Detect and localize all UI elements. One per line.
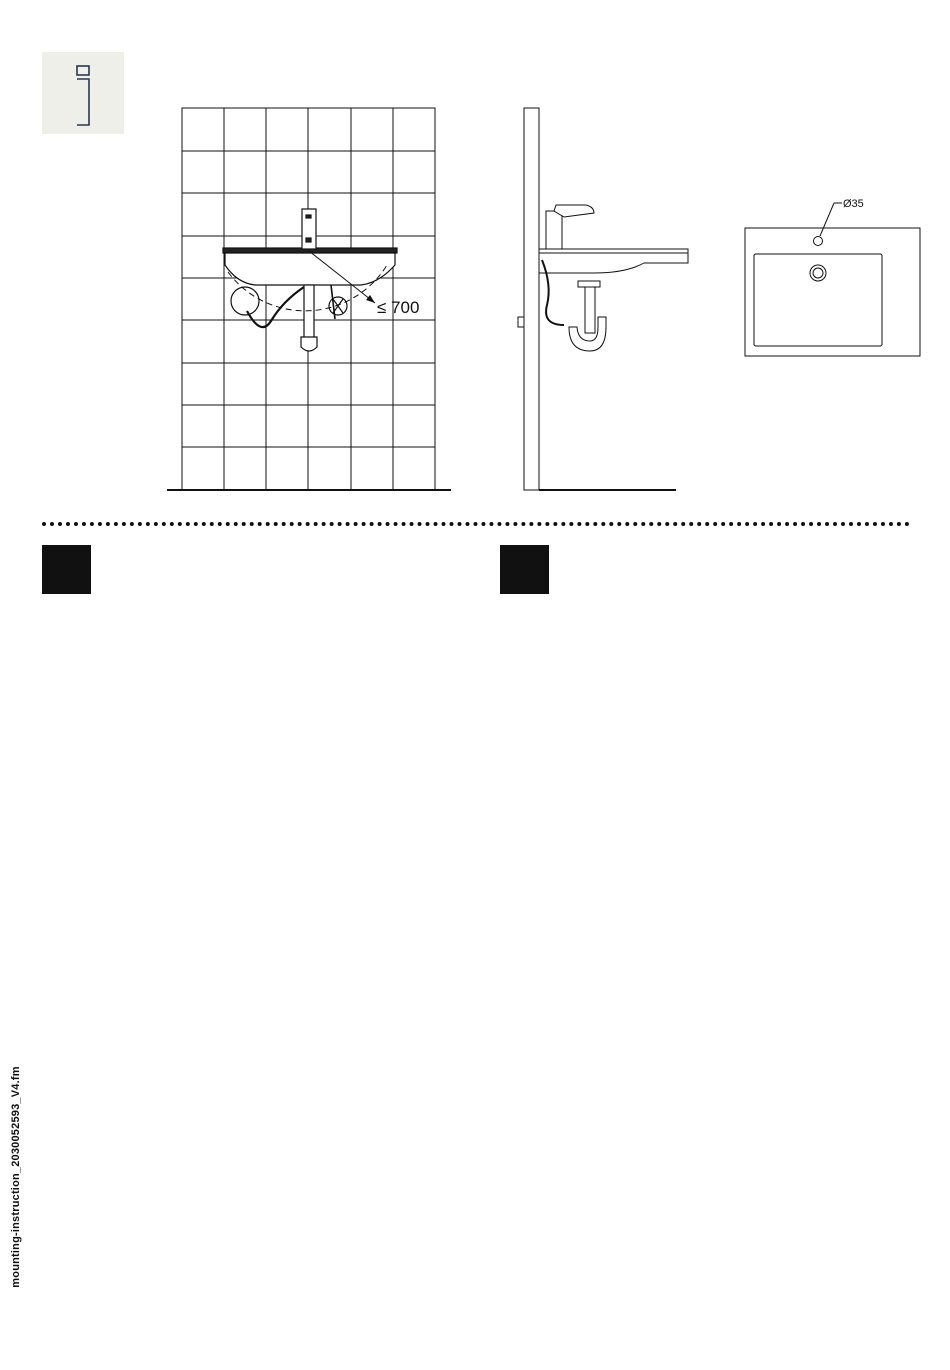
hole-diameter-label: Ø35 bbox=[843, 198, 864, 210]
info-icon bbox=[42, 52, 124, 134]
file-name-label: mounting-instruction_2030052593_V4.fm bbox=[10, 1066, 22, 1288]
section-divider bbox=[42, 522, 910, 526]
step-1-marker bbox=[42, 545, 91, 594]
side-view-figure bbox=[514, 105, 704, 495]
step-2-marker bbox=[500, 545, 549, 594]
info-box bbox=[42, 52, 124, 134]
top-view-figure bbox=[740, 190, 930, 365]
distance-label: ≤ 700 bbox=[377, 298, 420, 317]
front-view-figure bbox=[165, 105, 455, 495]
